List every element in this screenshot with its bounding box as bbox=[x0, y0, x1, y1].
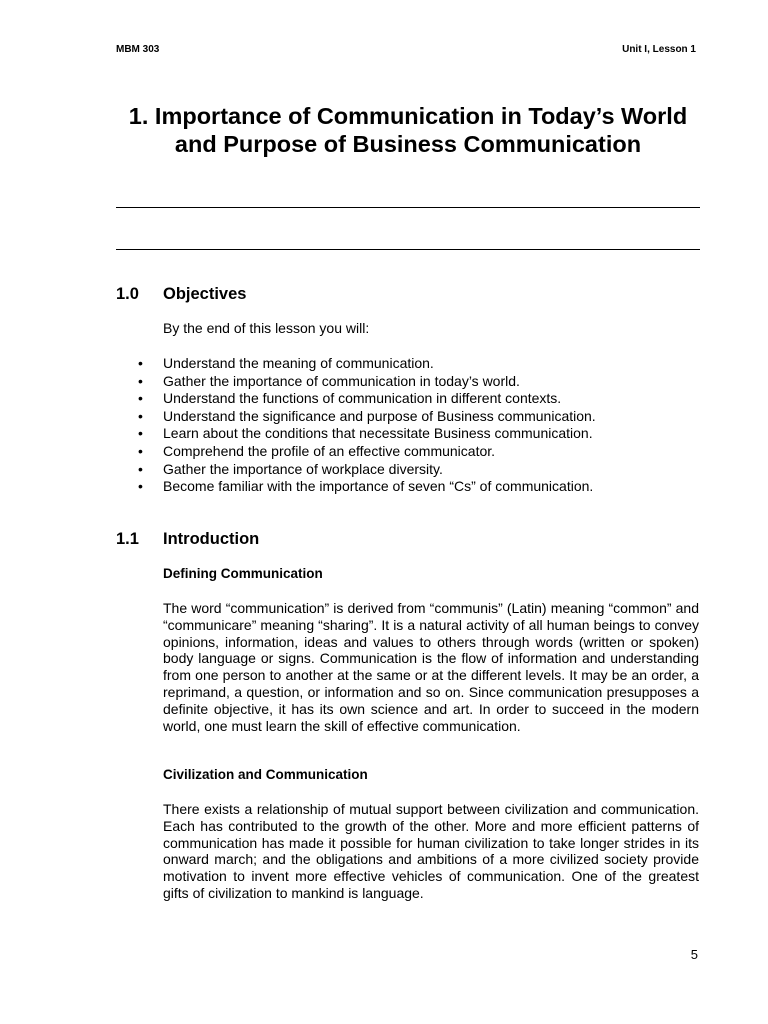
bullet-icon: • bbox=[138, 425, 143, 442]
list-item: • Gather the importance of communication in today’s world. bbox=[138, 372, 520, 389]
section-title: Introduction bbox=[163, 530, 260, 548]
section-number: 1.0 bbox=[116, 285, 139, 303]
objectives-list bbox=[138, 355, 596, 496]
list-item: • Comprehend the profile of an effective communicator. bbox=[138, 442, 496, 459]
page-title: 1. Importance of Communication in Today’s World and Purpose of Business Communication bbox=[128, 103, 688, 157]
bullet-icon: • bbox=[138, 478, 143, 495]
list-item: • Become familiar with the importance of seven “Cs” of communication. bbox=[138, 478, 594, 495]
list-item: • Gather the importance of workplace diversity. bbox=[138, 460, 443, 477]
divider-bottom bbox=[116, 249, 700, 250]
header-course-code: MBM 303 bbox=[116, 44, 160, 55]
bullet-icon: • bbox=[138, 407, 143, 424]
paragraph-defining-communication: The word “communication” is derived from “communis” (Latin) meaning “common” and “communicare” meaning “sharing”. It is a natural activity of all human beings to convey opinions, information, ideas and values to others through words (written or spoken) body language or signs. Communication is the flow of information and understanding from one person to another at the same or at the different levels. It may be an order, a reprimand, a question, or information and so on. Since communication presupposes a definite objective, it has its own science and art. In order to succeed in the modern world, one must learn the skill of effective communication. bbox=[163, 600, 699, 734]
divider-top bbox=[116, 207, 700, 208]
bullet-icon: • bbox=[138, 355, 143, 371]
section-title: Objectives bbox=[163, 285, 247, 303]
subheading-defining-communication: Defining Communication bbox=[163, 566, 323, 581]
list-item: • Understand the meaning of communication. bbox=[138, 355, 434, 371]
objectives-intro: By the end of this lesson you will: bbox=[163, 320, 370, 336]
paragraph-civilization-communication: There exists a relationship of mutual support between civilization and communication. Each has contributed to the growth of the other. More and more efficient patterns of communication has made it possible for human civilization to take longer strides in its onward march; and the obligations and ambitions of a more civilized society provide motivation to invent more effective vehicles of communication. One of the greatest gifts of civilization to mankind is language. bbox=[163, 801, 699, 901]
subheading-civilization-communication: Civilization and Communication bbox=[163, 767, 368, 782]
list-item: • Understand the functions of communication in different contexts. bbox=[138, 390, 562, 407]
list-item: • Learn about the conditions that necessitate Business communication. bbox=[138, 425, 593, 442]
section-heading-introduction bbox=[116, 530, 259, 549]
header-unit-lesson: Unit I, Lesson 1 bbox=[622, 44, 696, 55]
section-number: 1.1 bbox=[116, 530, 139, 548]
bullet-icon: • bbox=[138, 442, 143, 459]
section-heading-objectives bbox=[116, 285, 246, 304]
page-number: 5 bbox=[690, 947, 698, 962]
bullet-icon: • bbox=[138, 390, 143, 407]
bullet-icon: • bbox=[138, 372, 143, 389]
list-item: • Understand the significance and purpose of Business communication. bbox=[138, 407, 596, 424]
bullet-icon: • bbox=[138, 460, 143, 477]
